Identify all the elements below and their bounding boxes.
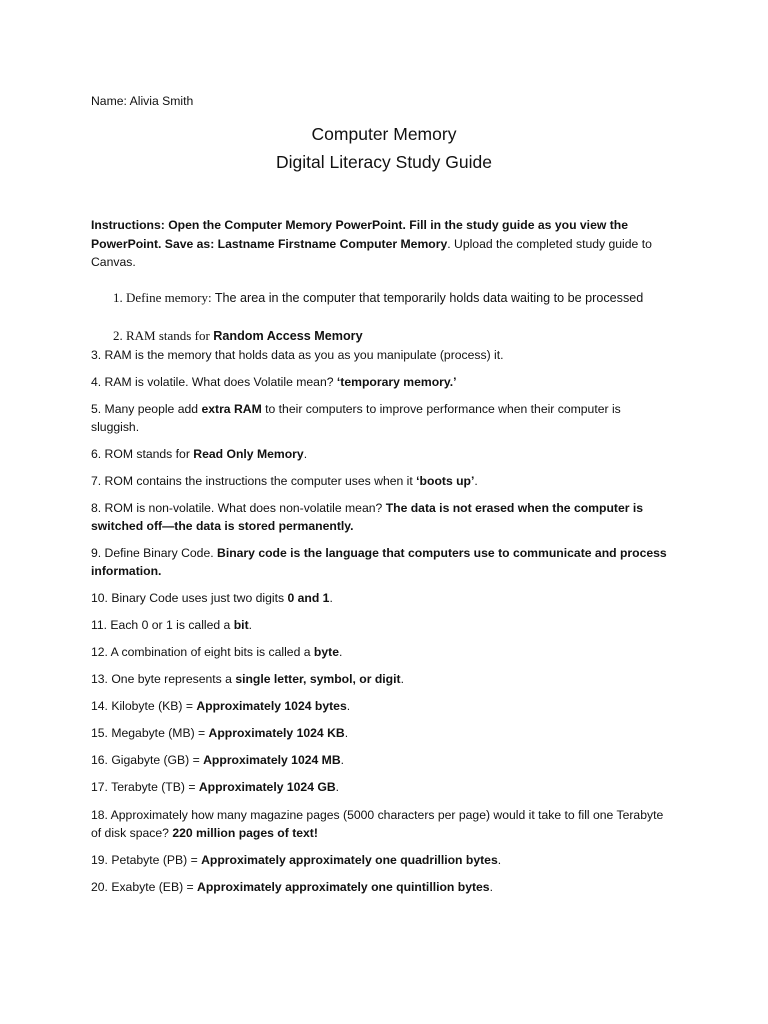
question-19-prompt: 19. Petabyte (PB) = bbox=[91, 853, 198, 867]
question-9-answer: Binary code is the language that computers use to communicate and process information. bbox=[91, 546, 667, 578]
question-5-answer: extra RAM bbox=[201, 402, 262, 416]
question-13-answer: single letter, symbol, or digit bbox=[235, 672, 401, 686]
question-12 bbox=[91, 643, 671, 661]
question-7 bbox=[91, 472, 671, 490]
question-8-prompt: 8. ROM is non-volatile. What does non-volatile mean? bbox=[91, 501, 383, 515]
question-13 bbox=[91, 670, 671, 688]
document-title: Computer Memory bbox=[311, 124, 457, 144]
question-12-period: . bbox=[338, 645, 343, 659]
question-18-prompt: 18. Approximately how many magazine pages (5000 characters per page) would it take to fill one Terabyte of disk space? bbox=[91, 808, 664, 840]
question-5-prompt: 5. Many people add bbox=[91, 402, 199, 416]
question-16 bbox=[91, 751, 671, 769]
question-13-prompt: 13. One byte represents a bbox=[91, 672, 232, 686]
question-4-answer: ‘temporary memory.’ bbox=[336, 375, 457, 389]
question-14-period: . bbox=[346, 699, 351, 713]
question-11 bbox=[91, 616, 671, 634]
question-7-period: . bbox=[474, 474, 478, 488]
question-17 bbox=[91, 778, 671, 796]
question-11-answer: bit bbox=[233, 618, 249, 632]
question-3-text: 3. RAM is the memory that holds data as you as you manipulate (process) it. bbox=[91, 348, 504, 362]
question-19-answer: Approximately approximately one quadrillion bytes bbox=[201, 853, 498, 867]
question-7-answer: ‘boots up’ bbox=[416, 474, 475, 488]
question-4 bbox=[91, 373, 671, 391]
question-11-period: . bbox=[248, 618, 253, 632]
question-3 bbox=[91, 346, 671, 364]
question-12-answer: byte bbox=[313, 645, 339, 659]
question-5 bbox=[91, 400, 671, 436]
question-17-period: . bbox=[335, 780, 340, 794]
question-10-answer: 0 and 1 bbox=[287, 591, 330, 605]
question-6-period: . bbox=[303, 447, 308, 461]
question-1 bbox=[113, 289, 673, 308]
instructions-text-end: . Upload the completed study guide to Canvas. bbox=[91, 236, 652, 269]
question-13-period: . bbox=[400, 672, 404, 686]
question-15-period: . bbox=[344, 726, 349, 740]
question-19-period: . bbox=[497, 853, 502, 867]
question-15-prompt: 15. Megabyte (MB) = bbox=[91, 726, 206, 740]
question-7-prompt: 7. ROM contains the instructions the computer uses when it bbox=[91, 474, 413, 488]
question-15-answer: Approximately 1024 KB bbox=[208, 726, 345, 740]
question-11-prompt: 11. Each 0 or 1 is called a bbox=[91, 618, 231, 632]
name-label: Name: bbox=[91, 94, 127, 108]
question-1-prompt: 1. Define memory: bbox=[113, 290, 212, 305]
question-6-answer: Read Only Memory bbox=[193, 447, 304, 461]
student-name bbox=[91, 92, 193, 110]
question-19 bbox=[91, 851, 671, 869]
question-2 bbox=[113, 327, 673, 346]
question-16-answer: Approximately 1024 MB bbox=[203, 753, 341, 767]
name-value: Alivia Smith bbox=[129, 94, 194, 108]
question-17-answer: Approximately 1024 GB bbox=[198, 780, 336, 794]
question-16-prompt: 16. Gigabyte (GB) = bbox=[91, 753, 200, 767]
question-2-answer: Random Access Memory bbox=[213, 329, 363, 343]
question-6-prompt: 6. ROM stands for bbox=[91, 447, 190, 461]
instructions-text: Instructions: Open the Computer Memory PowerPoint. Fill in the study guide as you view the PowerPoint. Save as: Lastname Firstname Computer Memory bbox=[91, 218, 628, 251]
question-20-prompt: 20. Exabyte (EB) = bbox=[91, 880, 194, 894]
question-14-answer: Approximately 1024 bytes bbox=[196, 699, 347, 713]
question-1-answer: The area in the computer that temporarily holds data waiting to be processed bbox=[214, 291, 644, 305]
question-18 bbox=[91, 806, 671, 842]
question-10-period: . bbox=[329, 591, 333, 605]
question-18-answer: 220 million pages of text! bbox=[172, 826, 318, 840]
instructions-paragraph bbox=[91, 216, 681, 272]
question-16-period: . bbox=[340, 753, 345, 767]
question-9-prompt: 9. Define Binary Code. bbox=[91, 546, 214, 560]
question-14-prompt: 14. Kilobyte (KB) = bbox=[91, 699, 193, 713]
question-6 bbox=[91, 445, 671, 463]
question-17-prompt: 17. Terabyte (TB) = bbox=[91, 780, 196, 794]
question-5-prompt-end: to their computers to improve performance when their computer is sluggish. bbox=[91, 402, 621, 434]
question-2-prompt: 2. RAM stands for bbox=[113, 328, 210, 343]
question-10 bbox=[91, 589, 671, 607]
question-20-period: . bbox=[489, 880, 493, 894]
question-9 bbox=[91, 544, 671, 580]
question-14 bbox=[91, 697, 671, 715]
question-8 bbox=[91, 499, 671, 535]
question-15 bbox=[91, 724, 671, 742]
question-8-answer: The data is not erased when the computer is switched off—the data is stored permanently. bbox=[91, 501, 644, 533]
question-20 bbox=[91, 878, 671, 896]
question-4-prompt: 4. RAM is volatile. What does Volatile mean? bbox=[91, 375, 334, 389]
question-12-prompt: 12. A combination of eight bits is called a bbox=[91, 645, 311, 659]
question-10-prompt: 10. Binary Code uses just two digits bbox=[91, 591, 285, 605]
question-20-answer: Approximately approximately one quintillion bytes bbox=[197, 880, 490, 894]
document-subtitle: Digital Literacy Study Guide bbox=[276, 152, 492, 172]
